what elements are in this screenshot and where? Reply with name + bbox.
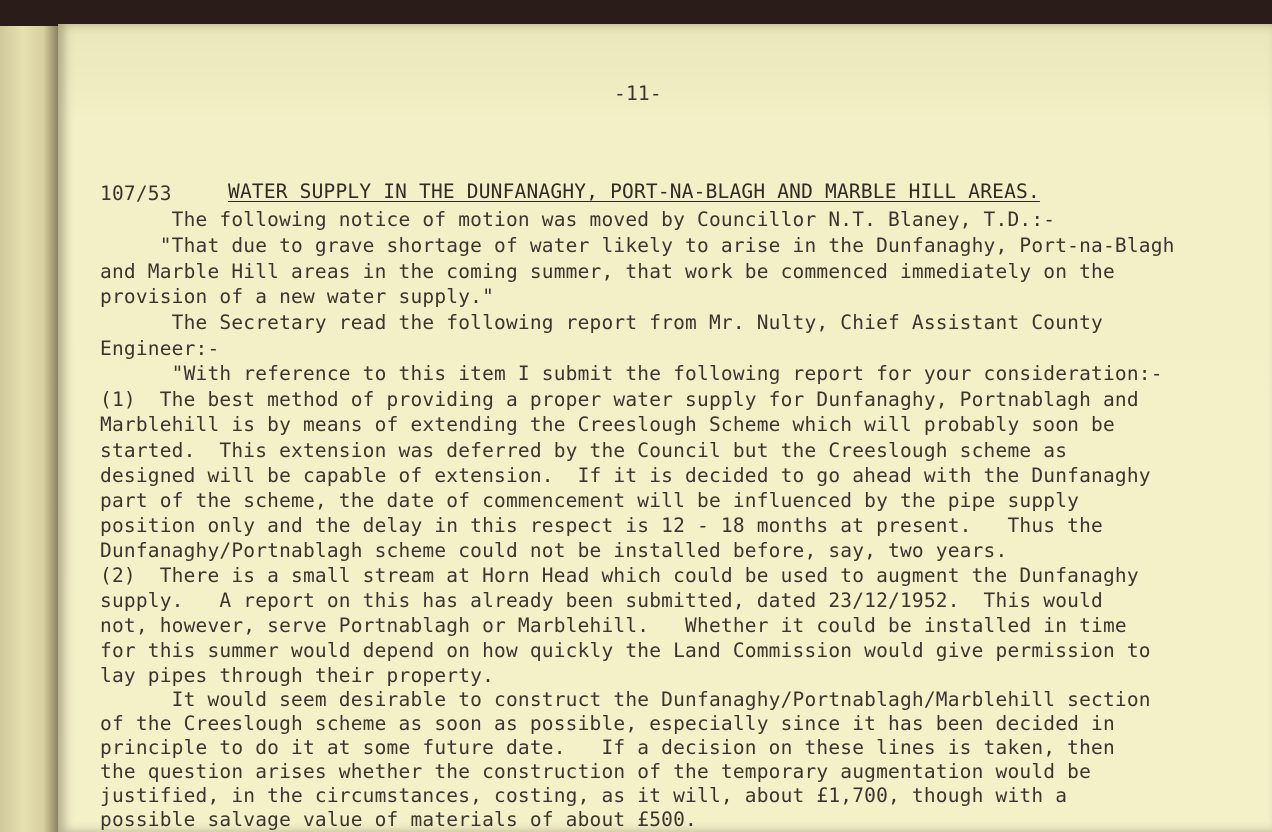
page-number: -11-	[614, 82, 662, 105]
body-line: and Marble Hill areas in the coming summer, that work be commenced immediately on the	[100, 260, 1115, 283]
item-number: 107/53	[100, 182, 172, 205]
body-line: the question arises whether the construction of the temporary augmentation would be	[100, 760, 1092, 783]
body-line: justified, in the circumstances, costing, as it will, about £1,700, though with a	[100, 784, 1068, 807]
body-line: "That due to grave shortage of water likely to arise in the Dunfanaghy, Port-na-Blagh	[100, 234, 1175, 257]
body-line: for this summer would depend on how quickly the Land Commission would give permission to	[100, 639, 1151, 662]
body-line: Engineer:-	[100, 337, 220, 360]
item-heading: WATER SUPPLY IN THE DUNFANAGHY, PORT-NA-BLAGH AND MARBLE HILL AREAS.	[228, 180, 1040, 203]
body-line: designed will be capable of extension. If it is decided to go ahead with the Dunfanaghy	[100, 464, 1151, 487]
body-line: The Secretary read the following report from Mr. Nulty, Chief Assistant County	[100, 311, 1103, 334]
body-line: provision of a new water supply."	[100, 285, 495, 308]
document-page	[58, 24, 1272, 832]
body-line: (1) The best method of providing a proper water supply for Dunfanaghy, Portnablagh and	[100, 388, 1139, 411]
body-line: part of the scheme, the date of commencement will be influenced by the pipe supply	[100, 489, 1080, 512]
body-line: position only and the delay in this respect is 12 - 18 months at present. Thus the	[100, 514, 1103, 537]
body-line: lay pipes through their property.	[100, 664, 495, 687]
body-line: started. This extension was deferred by the Council but the Creeslough scheme as	[100, 439, 1068, 462]
body-line: Dunfanaghy/Portnablagh scheme could not be installed before, say, two years.	[100, 539, 1008, 562]
body-line: supply. A report on this has already been submitted, dated 23/12/1952. This would	[100, 589, 1103, 612]
body-line: (2) There is a small stream at Horn Head which could be used to augment the Dunfanaghy	[100, 564, 1139, 587]
body-line: The following notice of motion was moved by Councillor N.T. Blaney, T.D.:-	[100, 208, 1056, 231]
body-line: Marblehill is by means of extending the Creeslough Scheme which will probably soon be	[100, 413, 1115, 436]
body-line: possible salvage value of materials of about £500.	[100, 808, 697, 831]
body-line: not, however, serve Portnablagh or Marblehill. Whether it could be installed in time	[100, 614, 1127, 637]
body-line: It would seem desirable to construct the Dunfanaghy/Portnablagh/Marblehill section	[100, 688, 1151, 711]
body-line: "With reference to this item I submit the following report for your consideration:-	[100, 362, 1163, 385]
body-line: principle to do it at some future date. If a decision on these lines is taken, then	[100, 736, 1115, 759]
body-line: of the Creeslough scheme as soon as possible, especially since it has been decided in	[100, 712, 1115, 735]
book-binding-edge	[0, 26, 58, 832]
